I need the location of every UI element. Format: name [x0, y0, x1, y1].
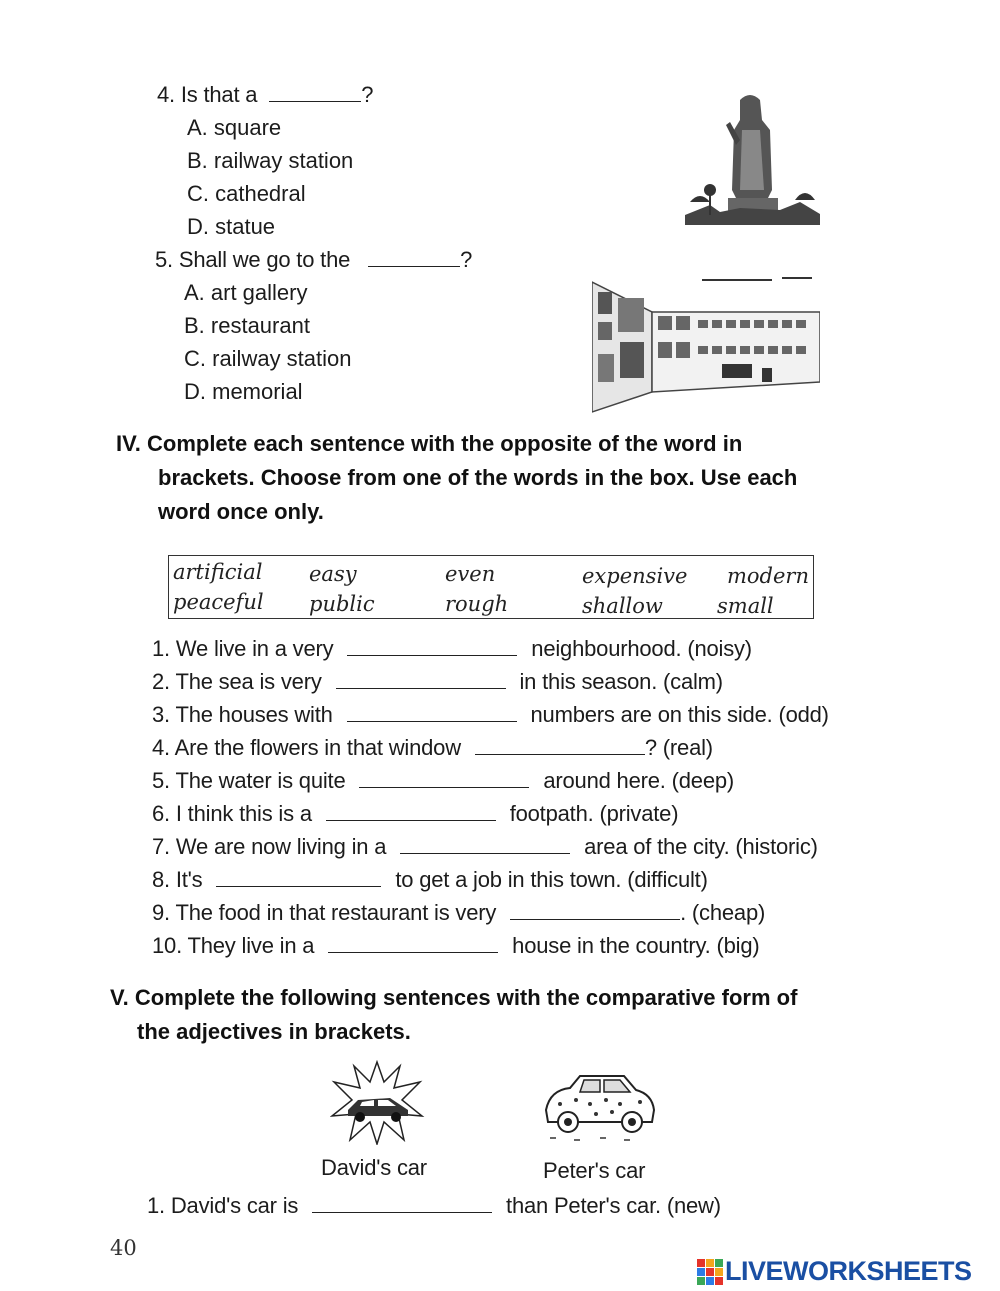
- exercise-sentence-10: [152, 933, 760, 959]
- sentence-text: 2. The sea is very: [152, 669, 322, 694]
- question-4-prefix: 4. Is that a: [157, 82, 258, 107]
- question-5-blank[interactable]: [368, 248, 460, 267]
- statue-illustration: [680, 90, 825, 230]
- word-box-item: even: [445, 562, 496, 586]
- sentence-text: area of the city. (historic): [584, 834, 818, 859]
- sentence-text: ? (real): [644, 735, 713, 760]
- answer-blank[interactable]: [312, 1194, 492, 1213]
- sentence-text: than Peter's car. (new): [506, 1193, 721, 1218]
- answer-blank[interactable]: [475, 736, 645, 755]
- sentence-text: 9. The food in that restaurant is very: [152, 900, 497, 925]
- answer-blank[interactable]: [216, 868, 381, 887]
- exercise-sentence-7: [152, 834, 818, 860]
- word-box-item: shallow: [582, 594, 663, 618]
- logo-grid-icon: [697, 1259, 723, 1285]
- exercise-5-sentence-1: [147, 1193, 721, 1219]
- sentence-text: 1. David's car is: [147, 1193, 299, 1218]
- sentence-text: 10. They live in a: [152, 933, 315, 958]
- exercise-sentence-8: [152, 867, 708, 893]
- answer-blank[interactable]: [347, 637, 517, 656]
- sentence-text: to get a job in this town. (difficult): [395, 867, 708, 892]
- sentence-text: 5. The water is quite: [152, 768, 346, 793]
- exercise-sentence-5: [152, 768, 734, 794]
- exercise-sentence-2: [152, 669, 723, 695]
- q5-option-b[interactable]: B. restaurant: [184, 313, 310, 338]
- page-number: 40: [110, 1236, 137, 1260]
- question-5-suffix: ?: [460, 247, 473, 272]
- q4-option-b[interactable]: B. railway station: [187, 148, 354, 173]
- sentence-text: 3. The houses with: [152, 702, 333, 727]
- exercise-sentence-9: [152, 900, 765, 926]
- art-gallery-illustration: [592, 272, 820, 414]
- answer-blank[interactable]: [359, 769, 529, 788]
- sentence-text: 7. We are now living in a: [152, 834, 387, 859]
- answer-blank[interactable]: [347, 703, 517, 722]
- exercise-sentence-4: [152, 735, 713, 761]
- sentence-text: footpath. (private): [509, 801, 679, 826]
- word-box-item: artificial: [173, 560, 263, 584]
- word-box-item: peaceful: [173, 590, 264, 614]
- q4-option-d[interactable]: D. statue: [187, 214, 276, 239]
- word-box-item: expensive: [582, 564, 688, 588]
- caption-peters-car: Peter's car: [543, 1158, 646, 1183]
- section-4-heading-line-2: brackets. Choose from one of the words in the box. Use each: [158, 465, 798, 490]
- q5-option-c[interactable]: C. railway station: [184, 346, 352, 371]
- word-box-item: public: [309, 592, 375, 616]
- answer-blank[interactable]: [336, 670, 506, 689]
- question-4-blank[interactable]: [269, 83, 361, 102]
- question-4: [157, 82, 373, 108]
- new-car-illustration: [330, 1060, 425, 1145]
- sentence-text: 6. I think this is a: [152, 801, 312, 826]
- sentence-text: numbers are on this side. (odd): [530, 702, 829, 727]
- sentence-text: . (cheap): [680, 900, 766, 925]
- answer-blank[interactable]: [510, 901, 680, 920]
- exercise-sentence-6: [152, 801, 678, 827]
- sentence-text: 8. It's: [152, 867, 203, 892]
- answer-blank[interactable]: [400, 835, 570, 854]
- word-box-item: easy: [309, 562, 357, 586]
- word-box-item: modern: [727, 564, 809, 588]
- caption-davids-car: David's car: [321, 1155, 427, 1180]
- section-4-heading-line-1: IV. Complete each sentence with the opposite of the word in: [116, 431, 743, 456]
- answer-blank[interactable]: [326, 802, 496, 821]
- liveworksheets-logo: [697, 1256, 972, 1287]
- sentence-text: neighbourhood. (noisy): [531, 636, 752, 661]
- question-4-suffix: ?: [361, 82, 374, 107]
- sentence-text: 4. Are the flowers in that window: [152, 735, 461, 760]
- section-5-heading-line-2: the adjectives in brackets.: [137, 1019, 411, 1044]
- sentence-text: in this season. (calm): [519, 669, 723, 694]
- sentence-text: house in the country. (big): [512, 933, 760, 958]
- exercise-sentence-3: [152, 702, 829, 728]
- word-box-item: small: [717, 594, 774, 618]
- question-5: [155, 247, 472, 273]
- section-5-heading-line-1: V. Complete the following sentences with the comparative form of: [110, 985, 798, 1010]
- q5-option-d[interactable]: D. memorial: [184, 379, 303, 404]
- answer-blank[interactable]: [328, 934, 498, 953]
- sentence-text: around here. (deep): [543, 768, 735, 793]
- old-car-illustration: [540, 1070, 660, 1145]
- q4-option-a[interactable]: A. square: [187, 115, 282, 140]
- question-5-prefix: 5. Shall we go to the: [155, 247, 351, 272]
- word-box-item: rough: [445, 592, 509, 616]
- logo-text: LIVEWORKSHEETS: [725, 1256, 972, 1286]
- q4-option-c[interactable]: C. cathedral: [187, 181, 306, 206]
- sentence-text: 1. We live in a very: [152, 636, 334, 661]
- exercise-sentence-1: [152, 636, 752, 662]
- section-4-heading-line-3: word once only.: [158, 499, 324, 524]
- q5-option-a[interactable]: A. art gallery: [184, 280, 308, 305]
